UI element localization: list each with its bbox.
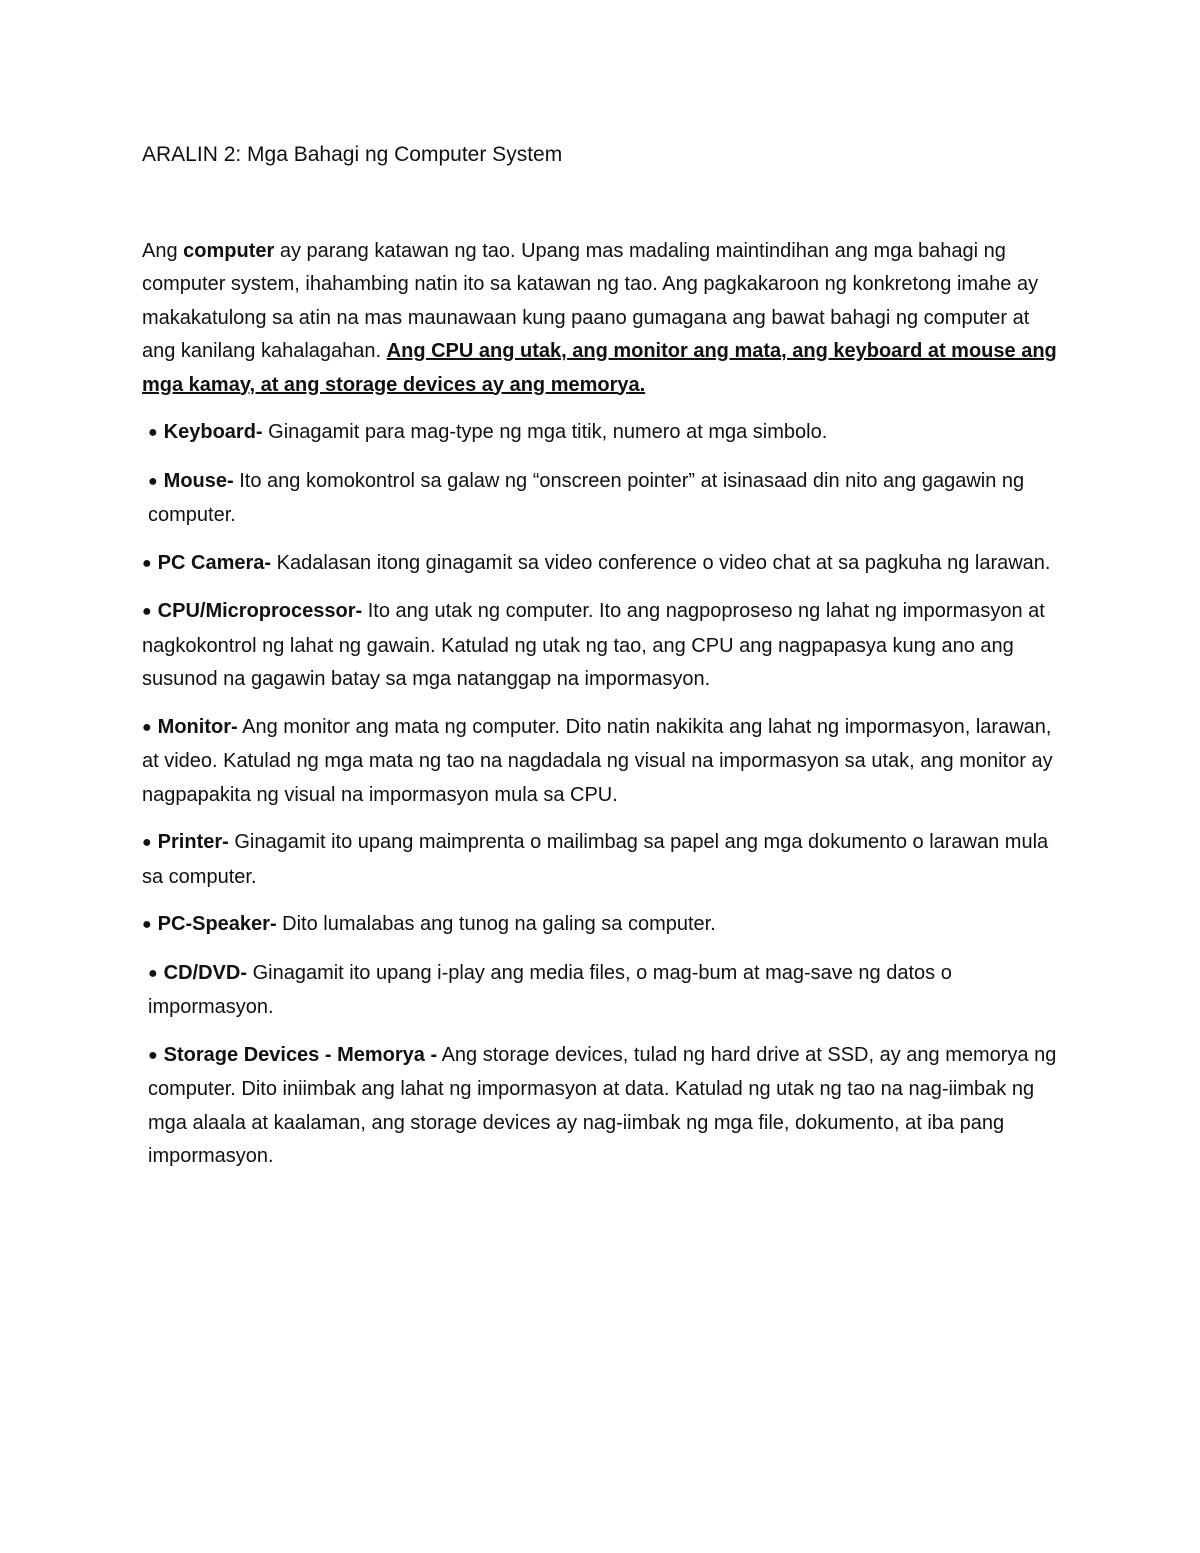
item-text: Ang monitor ang mata ng computer. Dito natin nakikita ang lahat ng impormasyon, larawan, at video. Katulad ng mga mata ng tao na nagdadala ng visual na impormasyon sa utak, ang monitor ay nagpapakita ng visual na impormasyon mula sa CPU. [142, 715, 1053, 806]
list-item-printer [142, 826, 1060, 894]
bullet-icon: ● [148, 964, 158, 982]
item-text: Dito lumalabas ang tunog na galing sa computer. [276, 913, 716, 935]
intro-body: ay parang katawan ng tao. Upang mas madaling maintindihan ang mga bahagi ng computer system, ihahambing natin ito sa katawan ng tao. Ang pagkakaroon ng konkretong imahe ay makakatulong sa atin na mas maunawaan kung paano gumagana ang bawat bahagi ng computer at ang kanilang kahalagahan. [142, 239, 1039, 362]
bullet-icon: ● [142, 834, 152, 851]
bullet-icon: ● [148, 1046, 158, 1064]
item-text: Ang storage devices, tulad ng hard drive at SSD, ay ang memorya ng computer. Dito iniimbak ang lahat ng impormasyon at data. Katulad ng utak ng tao na nag-iimbak ng mga alaala at kaalaman, ang storage devices ay nag-iimbak ng mga file, dokumento, at iba pang impormasyon. [148, 1043, 1057, 1167]
item-term: Monitor- [157, 715, 238, 738]
bullet-icon: ● [142, 603, 152, 620]
list-item-storage-devices [142, 1039, 1060, 1174]
item-term: PC-Speaker- [157, 913, 277, 935]
item-text: Ginagamit ito upang i-play ang media files, o mag-bum at mag-save ng datos o impormasyon. [148, 961, 952, 1018]
document-title: ARALIN 2: Mga Bahagi ng Computer System [142, 143, 563, 166]
bullet-icon: ● [148, 472, 158, 490]
bullet-icon: ● [142, 718, 152, 736]
item-text: Ginagamit ito upang maimprenta o mailimbag sa papel ang mga dokumento o larawan mula sa computer. [142, 831, 1049, 888]
item-text: Kadalasan itong ginagamit sa video conference o video chat at sa pagkuha ng larawan. [271, 551, 1051, 574]
intro-prefix: Ang [142, 239, 184, 262]
document-page [142, 138, 1060, 1188]
list-item-mouse [142, 465, 1060, 533]
bullet-icon: ● [142, 916, 152, 933]
list-item-monitor [142, 711, 1060, 813]
item-term: Printer- [157, 831, 229, 853]
intro-emphasis: Ang CPU ang utak, ang monitor ang mata, ang keyboard at mouse ang mga kamay, at ang storage devices ay ang memorya. [142, 340, 1057, 396]
list-item-cpu [142, 595, 1060, 697]
bullet-icon: ● [142, 554, 152, 572]
intro-paragraph [142, 235, 1060, 403]
item-text: Ginagamit para mag-type ng mga titik, numero at mga simbolo. [262, 421, 828, 443]
item-term: Storage Devices - Memorya - [163, 1043, 438, 1066]
list-item-keyboard [142, 416, 1060, 451]
intro-keyword: computer [183, 239, 275, 262]
item-term: Mouse- [163, 469, 234, 492]
item-text: Ito ang utak ng computer. Ito ang nagpoproseso ng lahat ng impormasyon at nagkokontrol ng lahat ng gawain. Katulad ng utak ng tao, ang CPU ang nagpapasya kung ano ang susunod na gagawin batay sa mga natanggap na impormasyon. [142, 600, 1045, 690]
list-item-cd-dvd [142, 957, 1060, 1025]
item-text: Ito ang komokontrol sa galaw ng “onscreen pointer” at isinasaad din nito ang gagawin ng computer. [148, 469, 1025, 526]
bullet-icon: ● [148, 424, 158, 441]
item-term: Keyboard- [163, 421, 263, 443]
item-term: PC Camera- [157, 551, 272, 574]
item-term: CD/DVD- [163, 961, 248, 984]
list-item-pc-speaker [142, 908, 1060, 943]
item-term: CPU/Microprocessor- [157, 600, 363, 622]
list-item-pc-camera [142, 547, 1060, 582]
